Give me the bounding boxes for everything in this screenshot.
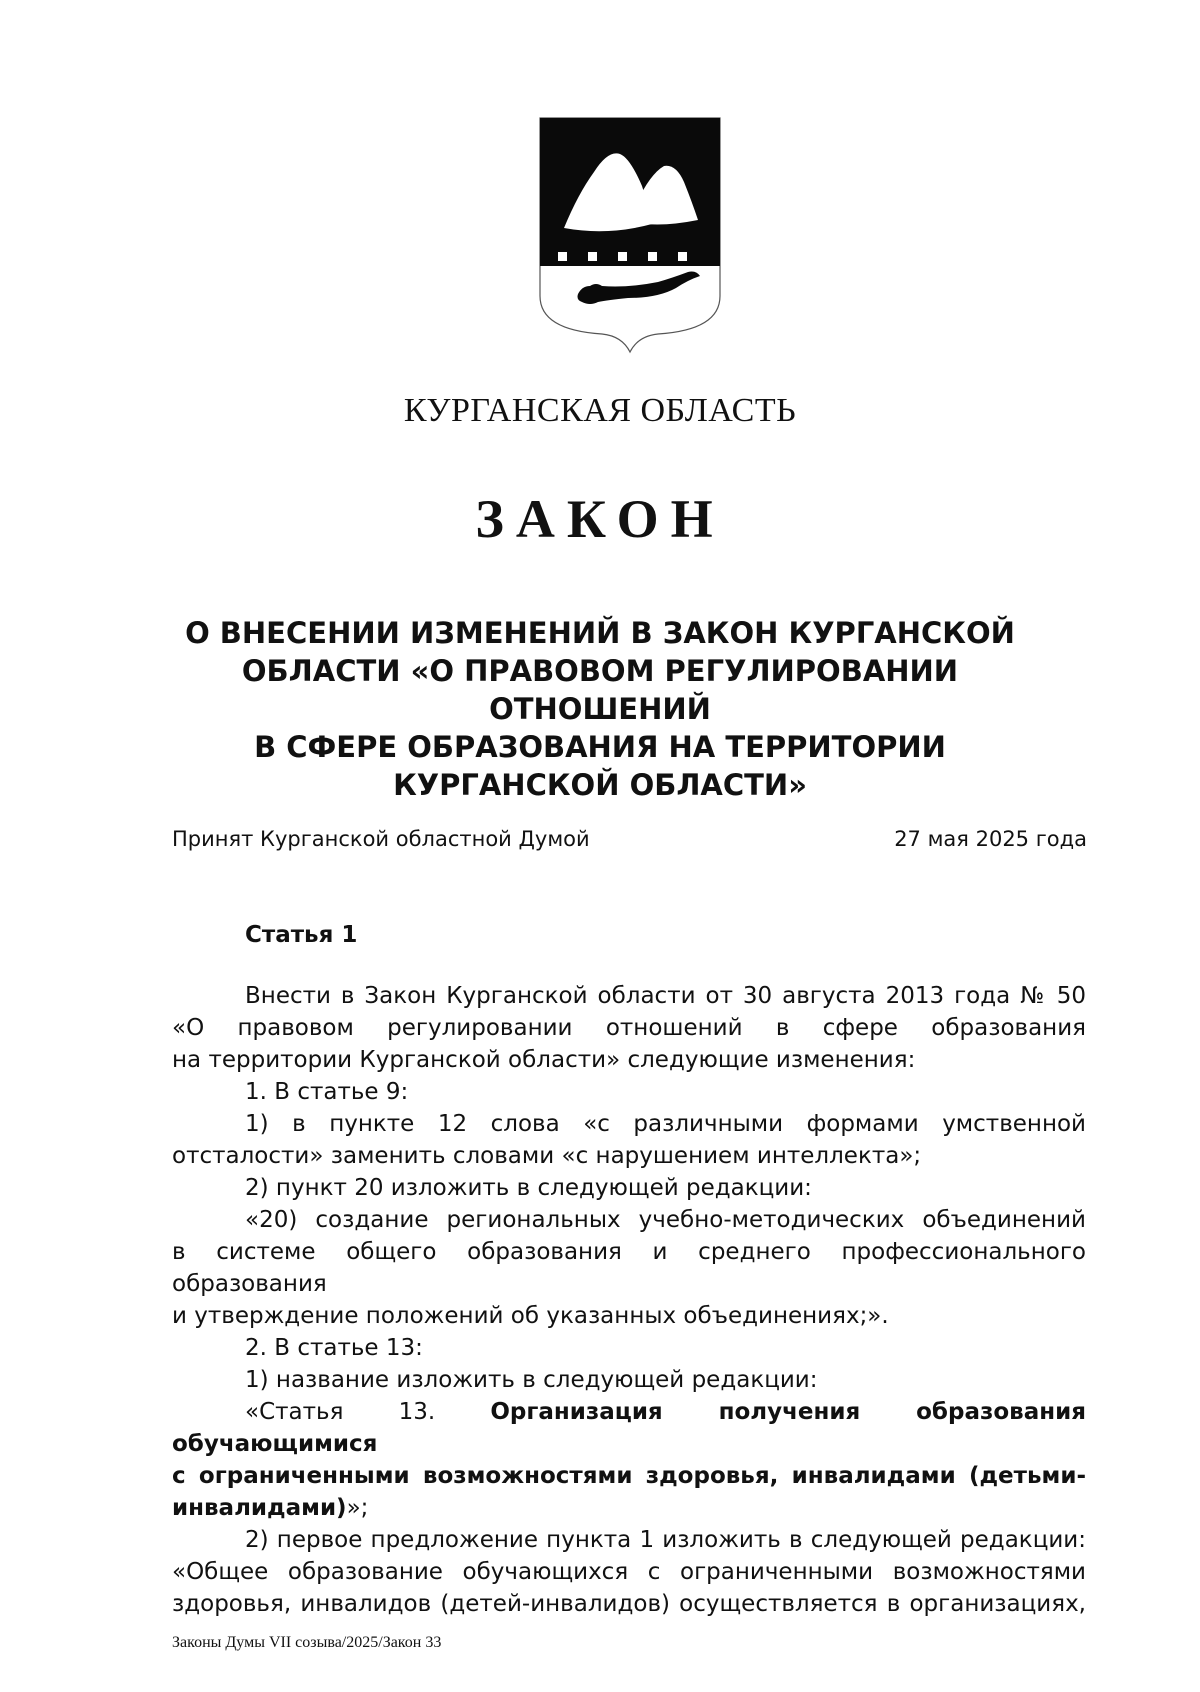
body-line: и утверждение положений об указанных объединениях;».: [172, 1303, 889, 1329]
body-bold-span: Организация получения образования обучающимися: [172, 1399, 1086, 1457]
law-title-line: О ВНЕСЕНИИ ИЗМЕНЕНИЙ В ЗАКОН КУРГАНСКОЙ: [185, 616, 1015, 650]
law-title-line: ОБЛАСТИ «О ПРАВОВОМ РЕГУЛИРОВАНИИ ОТНОШЕНИЙ: [241, 654, 959, 726]
body-text-span: «Статья 13.: [245, 1399, 491, 1425]
body-line: 1. В статье 9:: [245, 1079, 409, 1105]
body-line: в системе общего образования и среднего профессионального образования: [172, 1239, 1086, 1297]
body-bold-span: с ограниченными возможностями здоровья, инвалидами (детьми-: [172, 1463, 1086, 1489]
body-line: Внести в Закон Курганской области от 30 августа 2013 года № 50: [245, 983, 1086, 1009]
law-title: [150, 614, 1050, 804]
law-title-line: В СФЕРЕ ОБРАЗОВАНИЯ НА ТЕРРИТОРИИ: [254, 730, 946, 764]
adopted-by: Принят Курганской областной Думой: [172, 827, 590, 851]
footer-reference: Законы Думы VII созыва/2025/Закон 33: [172, 1634, 442, 1651]
body-line: «Общее образование обучающихся с ограниченными возможностями: [172, 1559, 1086, 1585]
body-line: [172, 1492, 1086, 1524]
body-line: на территории Курганской области» следующие изменения:: [172, 1047, 916, 1073]
region-name: КУРГАНСКАЯ ОБЛАСТЬ: [403, 392, 797, 429]
body-line: 2) пункт 20 изложить в следующей редакции:: [245, 1175, 812, 1201]
article-body: [172, 980, 1086, 1620]
law-title-line: КУРГАНСКОЙ ОБЛАСТИ»: [393, 768, 807, 802]
body-line: отсталости» заменить словами «с нарушением интеллекта»;: [172, 1143, 922, 1169]
body-line: 1) название изложить в следующей редакции:: [245, 1367, 818, 1393]
body-line: [172, 1396, 1086, 1460]
document-type: ЗАКОН: [475, 489, 725, 549]
body-line: здоровья, инвалидов (детей-инвалидов) осуществляется в организациях,: [172, 1591, 1086, 1617]
body-line: «20) создание региональных учебно-методических объединений: [245, 1207, 1086, 1233]
body-line: [172, 1460, 1086, 1492]
adoption-date: 27 мая 2025 года: [894, 827, 1087, 851]
body-line: 1) в пункте 12 слова «с различными формами умственной: [245, 1111, 1086, 1137]
body-line: «О правовом регулировании отношений в сфере образования: [172, 1015, 1086, 1041]
body-text-span: »;: [346, 1495, 369, 1521]
body-line: 2. В статье 13:: [245, 1335, 423, 1361]
coat-of-arms-emblem: [538, 116, 722, 354]
body-bold-span: инвалидами): [172, 1495, 347, 1521]
body-line: 2) первое предложение пункта 1 изложить в следующей редакции:: [245, 1527, 1086, 1553]
article-heading: Статья 1: [245, 922, 358, 948]
